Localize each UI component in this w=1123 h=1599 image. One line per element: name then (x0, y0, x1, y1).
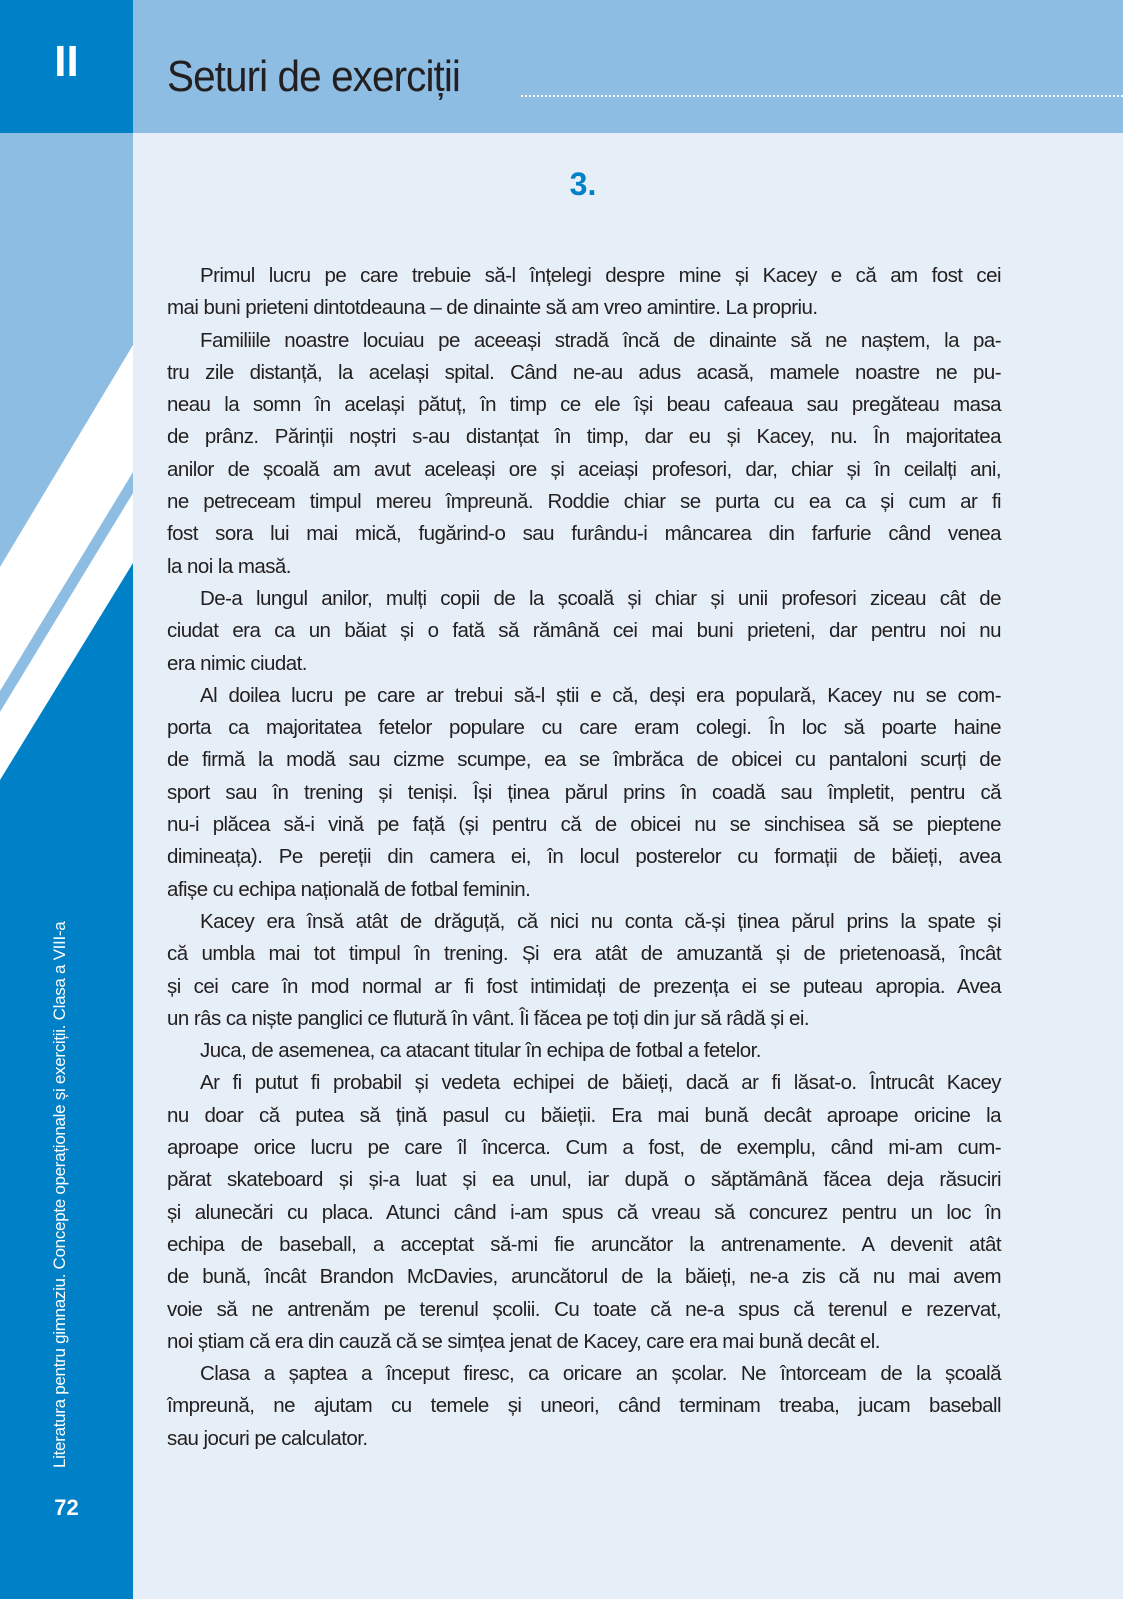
page-title: Seturi de exerciții (167, 52, 461, 101)
text-line: de firmă la modă sau cizme scumpe, ea se îmbrăca de obicei cu pantaloni scurți de (167, 748, 1001, 772)
text-line: ne petreceam timpul mereu împreună. Roddie chiar se purta cu ea ca și cum ar fi (167, 490, 1001, 514)
text-line: de prânz. Părinții noștri s-au distanțat în timp, dar eu și Kacey, nu. În majoritatea (167, 425, 1001, 449)
text-line: nu doar că putea să țină pasul cu băieții. Era mai bună decât aproape oricine la (167, 1103, 1001, 1127)
exercise-number: 3. (569, 166, 597, 202)
text-line: tru zile distanță, la același spital. Când ne-au adus acasă, mamele noastre ne pu- (167, 360, 1001, 384)
text-line: și cei care în mod normal ar fi fost intimidați de prezența ei se puteau apropia. Avea (167, 974, 1001, 998)
sidebar (0, 0, 133, 1599)
paragraph (167, 1067, 1001, 1358)
body-text (167, 260, 1001, 1455)
paragraph (167, 680, 1001, 906)
text-line: împreună, ne ajutam cu temele și uneori, când terminam treaba, jucam baseball (167, 1394, 1001, 1418)
text-line: Al doilea lucru pe care ar trebui să-l știi e că, deși era populară, Kacey nu se com- (200, 683, 1001, 707)
text-line: sau jocuri pe calculator. (167, 1426, 368, 1450)
text-line: dimineața). Pe pereții din camera ei, în locul posterelor cu formații de băieți, avea (167, 845, 1001, 869)
paragraph (167, 906, 1001, 1035)
paragraph (167, 1358, 1001, 1455)
text-line: Ar fi putut fi probabil și vedeta echipei de băieți, dacă ar fi lăsat-o. Întrucât Kacey (200, 1071, 1001, 1095)
text-line: era nimic ciudat. (167, 651, 307, 675)
text-line: și alunecări cu placa. Atunci când i-am spus că vreau să concurez pentru un loc în (167, 1200, 1001, 1224)
text-line: sport sau în trening și teniși. Își ținea părul prins în coadă sau împletit, pentru că (167, 780, 1001, 804)
text-line: echipa de baseball, a acceptat să-mi fie aruncător la antrenamente. A devenit atât (167, 1232, 1001, 1256)
text-line: Kacey era însă atât de drăguță, că nici nu conta că-și ținea părul prins la spate și (200, 909, 1001, 933)
text-line: că umbla mai tot timpul în trening. Și era atât de amuzantă și de prietenoasă, încât (167, 942, 1001, 966)
text-line: Primul lucru pe care trebuie să-l înțelegi despre mine și Kacey e că am fost cei (200, 264, 1001, 287)
header (133, 0, 1123, 133)
text-line: neau la somn în același pătuț, în timp ce ele își beau cafeaua sau pregăteau masa (167, 393, 1001, 417)
dotted-divider (521, 95, 1123, 97)
text-line: aproape orice lucru pe care îl încerca. Cum a fost, de exemplu, când mi-am cum- (167, 1136, 1001, 1160)
paragraph (167, 325, 1001, 583)
text-line: părat skateboard și și-a luat și ea unul, iar după o săptămână făcea deja răsuciri (167, 1168, 1001, 1192)
text-line: nu-i plăcea să-i vină pe față (și pentru că de obicei nu se sinchisea să se pieptene (167, 813, 1001, 837)
text-line: ciudat era ca un băiat și o fată să rămână cei mai buni prieteni, dar pentru noi nu (167, 619, 1001, 643)
page-number: 72 (54, 1495, 79, 1520)
paragraph (167, 260, 1001, 325)
paragraph (167, 583, 1001, 680)
paragraph (167, 1035, 1001, 1067)
text-line: De-a lungul anilor, mulți copii de la școală și chiar și unii profesori ziceau cât de (200, 586, 1001, 610)
text-line: afișe cu echipa națională de fotbal feminin. (167, 877, 531, 901)
text-line: la noi la masă. (167, 554, 291, 578)
chapter-marker: II (0, 0, 133, 133)
text-line: Clasa a șaptea a început firesc, ca oricare an școlar. Ne întorceam de la școală (200, 1362, 1001, 1386)
text-line: un râs ca niște panglici ce flutură în vânt. Îi făcea pe toți din jur să râdă și ei. (167, 1006, 810, 1030)
text-line: mai buni prieteni dintotdeauna – de dinainte să am vreo amintire. La propriu. (167, 296, 818, 320)
text-line: porta ca majoritatea fetelor populare cu care eram colegi. În loc să poarte haine (167, 716, 1001, 740)
text-line: Familiile noastre locuiau pe aceeași stradă încă de dinainte să ne naștem, la pa- (200, 328, 1001, 352)
text-line: de bună, încât Brandon McDavies, aruncătorul de la băieți, ne-a zis că nu mai avem (167, 1265, 1001, 1289)
book-title: Literatura pentru gimnaziu. Concepte operaționale și exerciții. Clasa a VIII-a (50, 921, 69, 1468)
text-line: fost sora lui mai mică, fugărind-o sau furându-i mâncarea din farfurie când venea (167, 522, 1001, 546)
text-line: voie să ne antrenăm pe terenul școlii. Cu toate că ne-a spus că terenul e rezervat, (167, 1297, 1001, 1321)
text-line: noi știam că era din cauză că se simțea jenat de Kacey, care era mai bună decât el. (167, 1329, 880, 1353)
text-line: Juca, de asemenea, ca atacant titular în echipa de fotbal a fetelor. (200, 1039, 761, 1063)
text-line: anilor de școală am avut aceleași ore și aceiași profesori, dar, chiar și în ceilalți ani, (167, 457, 1001, 481)
